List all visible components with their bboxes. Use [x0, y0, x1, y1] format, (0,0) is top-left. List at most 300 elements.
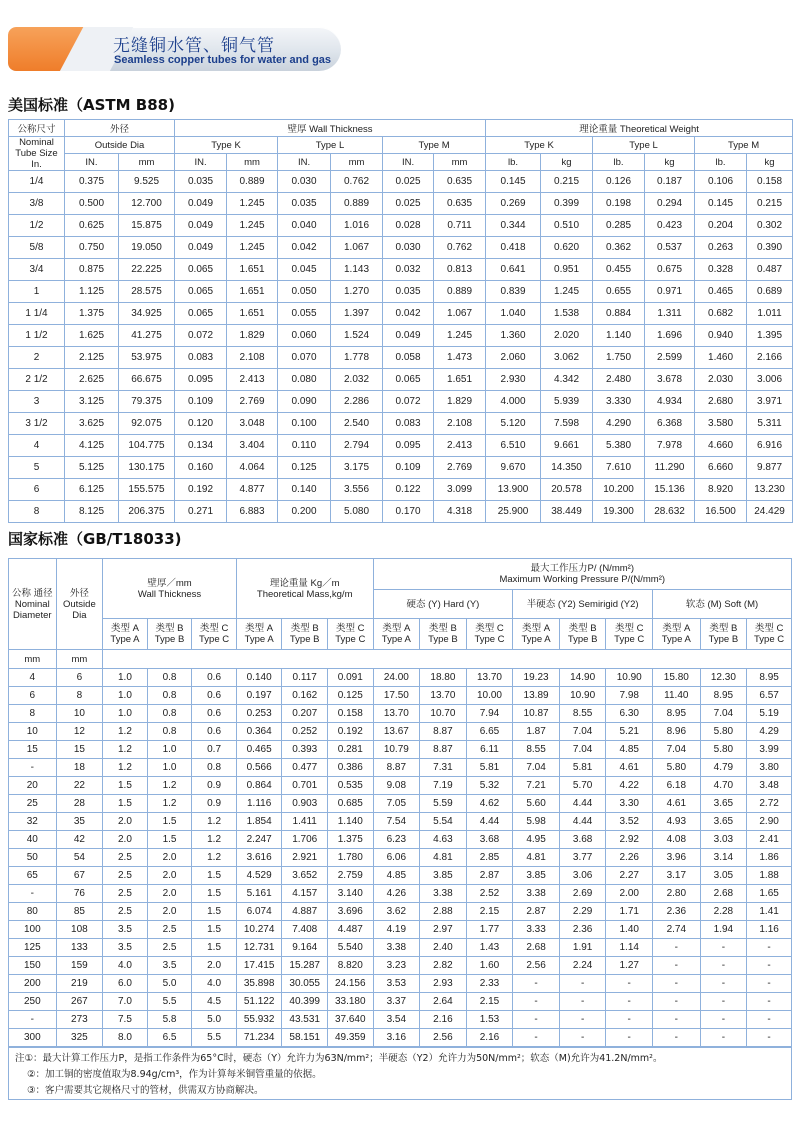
table-cell: 1.696 — [645, 325, 695, 347]
table-cell: 4.934 — [645, 391, 695, 413]
table-cell: 6.23 — [373, 831, 420, 849]
table-cell: 5.5 — [192, 1029, 237, 1047]
table-cell: 1.143 — [331, 259, 383, 281]
table-cell: 79.375 — [119, 391, 175, 413]
table-cell: 0.500 — [65, 193, 119, 215]
table-cell: 4.70 — [700, 777, 747, 795]
table-cell: 1.460 — [695, 347, 747, 369]
gb-header-mass-type-c: 类型 C Type C — [327, 619, 373, 650]
table-cell: 2.97 — [420, 921, 467, 939]
table-cell: 6.57 — [747, 687, 792, 705]
table-cell: 1.2 — [147, 795, 192, 813]
table-cell: 0.6 — [192, 723, 237, 741]
table-row — [9, 237, 793, 259]
table-cell: 37.640 — [327, 1011, 373, 1029]
table-cell: 2.56 — [513, 957, 560, 975]
table-cell: 3.556 — [331, 479, 383, 501]
gb-header-pressure-cn: 最大工作压力P/ (N/mm²) — [530, 563, 634, 574]
gb-header-hard-type-b: 类型 B Type B — [420, 619, 467, 650]
astm-table-body — [9, 171, 793, 523]
astm-unit-kg: kg — [747, 154, 793, 171]
table-cell: 2.413 — [227, 369, 278, 391]
table-cell: 5.380 — [593, 435, 645, 457]
astm-unit-in: IN. — [175, 154, 227, 171]
table-cell: 16.500 — [695, 501, 747, 523]
table-cell: 58.151 — [282, 1029, 328, 1047]
table-cell: 0.487 — [747, 259, 793, 281]
table-cell: 0.042 — [278, 237, 331, 259]
table-cell: 4.85 — [373, 867, 420, 885]
astm-b88-table — [8, 119, 793, 523]
table-cell: 6 — [9, 687, 57, 705]
table-cell: 35.898 — [236, 975, 282, 993]
table-cell: 1.77 — [466, 921, 513, 939]
table-cell: 35 — [56, 813, 103, 831]
table-cell: - — [513, 1011, 560, 1029]
table-cell: 8.95 — [700, 687, 747, 705]
table-cell: 0.362 — [593, 237, 645, 259]
astm-unit-lb: lb. — [593, 154, 645, 171]
table-cell: 0.364 — [236, 723, 282, 741]
table-cell: 3.006 — [747, 369, 793, 391]
table-cell: 0.065 — [175, 281, 227, 303]
table-cell: 1.71 — [606, 903, 653, 921]
gb-header-mass-en: Theoretical Mass,kg/m — [256, 588, 353, 600]
note-3: ③：客户需要其它规格尺寸的管材，供需双方协商解决。 — [27, 1085, 264, 1096]
table-cell: 1.829 — [434, 391, 486, 413]
table-row — [9, 259, 793, 281]
table-cell: - — [513, 975, 560, 993]
table-cell: 5.540 — [327, 939, 373, 957]
table-cell: 7.54 — [373, 813, 420, 831]
table-cell: 219 — [56, 975, 103, 993]
table-cell: 3/4 — [9, 259, 65, 281]
table-cell: 13.67 — [373, 723, 420, 741]
table-cell: 0.344 — [486, 215, 541, 237]
table-cell: 0.106 — [695, 171, 747, 193]
table-cell: - — [700, 1029, 747, 1047]
table-cell: 3.062 — [541, 347, 593, 369]
table-cell: 2.930 — [486, 369, 541, 391]
gb-header-semi-type-a: 类型 A Type A — [513, 619, 560, 650]
table-cell: 5.0 — [192, 1011, 237, 1029]
table-cell: 0.8 — [192, 759, 237, 777]
table-cell: 1 1/4 — [9, 303, 65, 325]
table-cell: 0.455 — [593, 259, 645, 281]
table-row — [9, 993, 792, 1011]
table-cell: 3.06 — [559, 867, 606, 885]
table-cell: 155.575 — [119, 479, 175, 501]
table-cell: 42 — [56, 831, 103, 849]
table-cell: 0.117 — [282, 669, 328, 687]
table-cell: 2.0 — [192, 957, 237, 975]
table-row — [9, 369, 793, 391]
table-cell: 1.5 — [192, 903, 237, 921]
table-cell: 1.0 — [103, 687, 148, 705]
table-row — [9, 281, 793, 303]
table-cell: 0.162 — [282, 687, 328, 705]
table-cell: 7.04 — [559, 723, 606, 741]
table-cell: 2.87 — [513, 903, 560, 921]
table-cell: - — [559, 975, 606, 993]
astm-header-wall-type-k: Type K — [175, 137, 278, 154]
table-cell: - — [747, 1029, 792, 1047]
table-cell: 3.48 — [747, 777, 792, 795]
table-cell: 0.030 — [278, 171, 331, 193]
table-cell: 0.160 — [175, 457, 227, 479]
astm-header-weight-type-l: Type L — [593, 137, 695, 154]
table-cell: 8.55 — [513, 741, 560, 759]
table-cell: 1.375 — [65, 303, 119, 325]
table-cell: 15 — [56, 741, 103, 759]
table-cell: 10.274 — [236, 921, 282, 939]
table-cell: 108 — [56, 921, 103, 939]
table-cell: 6.5 — [147, 1029, 192, 1047]
table-cell: 5.32 — [466, 777, 513, 795]
table-cell: 3.330 — [593, 391, 645, 413]
table-row — [9, 413, 793, 435]
table-cell: 0.032 — [383, 259, 434, 281]
table-cell: 71.234 — [236, 1029, 282, 1047]
table-cell: 4.887 — [282, 903, 328, 921]
table-cell: 0.390 — [747, 237, 793, 259]
table-cell: 3/8 — [9, 193, 65, 215]
table-cell: 0.030 — [383, 237, 434, 259]
table-cell: 1.2 — [192, 831, 237, 849]
table-cell: 0.399 — [541, 193, 593, 215]
table-cell: 13.70 — [420, 687, 467, 705]
table-cell: 0.140 — [236, 669, 282, 687]
table-cell: 0.072 — [383, 391, 434, 413]
table-cell: 0.940 — [695, 325, 747, 347]
table-cell: 1.829 — [227, 325, 278, 347]
table-cell: 1.538 — [541, 303, 593, 325]
table-cell: - — [653, 975, 701, 993]
table-cell: 8.125 — [65, 501, 119, 523]
banner-title: 无缝铜水管、铜气管 — [113, 36, 275, 56]
table-cell: 0.813 — [434, 259, 486, 281]
astm-header-outside-cn: 外径 — [65, 120, 175, 137]
table-cell: 2.0 — [147, 849, 192, 867]
table-cell: 1.0 — [147, 759, 192, 777]
table-cell: 3.38 — [513, 885, 560, 903]
gb-header-semirigid: 半硬态 (Y2) Semirigid (Y2) — [513, 590, 653, 619]
table-cell: 9.877 — [747, 457, 793, 479]
table-cell: 0.8 — [147, 687, 192, 705]
table-cell: 4.22 — [606, 777, 653, 795]
table-cell: 0.6 — [192, 687, 237, 705]
astm-header-weight-type-k: Type K — [486, 137, 593, 154]
table-cell: 0.050 — [278, 281, 331, 303]
table-cell: 0.510 — [541, 215, 593, 237]
table-cell: 100 — [9, 921, 57, 939]
table-cell: 4.0 — [103, 957, 148, 975]
astm-header-outside-en: Outside Dia — [65, 137, 175, 154]
table-cell: 0.125 — [327, 687, 373, 705]
table-cell: 10.90 — [606, 669, 653, 687]
note-1: 注①：最大计算工作压力P，是指工作条件为65°C时，硬态（Y）允许力为63N/mm²；半硬态（Y2）允许力为50N/mm²；软态（M)允许为41.2N/mm²。 — [15, 1053, 663, 1064]
table-cell: 2.80 — [653, 885, 701, 903]
header-banner — [8, 27, 341, 71]
table-cell: - — [747, 957, 792, 975]
table-cell: 4.26 — [373, 885, 420, 903]
table-cell: 2.5 — [103, 849, 148, 867]
table-cell: 0.200 — [278, 501, 331, 523]
table-cell: 3.68 — [559, 831, 606, 849]
table-cell: 4.064 — [227, 457, 278, 479]
table-cell: 2.15 — [466, 993, 513, 1011]
table-cell: 5.59 — [420, 795, 467, 813]
table-cell: 6.30 — [606, 705, 653, 723]
table-cell: 3.696 — [327, 903, 373, 921]
table-cell: 0.025 — [383, 171, 434, 193]
table-cell: 0.675 — [645, 259, 695, 281]
table-cell: 7.04 — [700, 705, 747, 723]
table-cell: 7.05 — [373, 795, 420, 813]
table-cell: 1.524 — [331, 325, 383, 347]
table-cell: 14.350 — [541, 457, 593, 479]
astm-unit-mm: mm — [331, 154, 383, 171]
table-cell: 9.164 — [282, 939, 328, 957]
table-cell: 2.5 — [147, 921, 192, 939]
table-cell: 7.408 — [282, 921, 328, 939]
table-cell: 0.6 — [192, 669, 237, 687]
table-cell: 10.87 — [513, 705, 560, 723]
table-cell: - — [9, 885, 57, 903]
table-cell: 4.44 — [559, 813, 606, 831]
table-cell: 0.145 — [486, 171, 541, 193]
table-cell: 3.099 — [434, 479, 486, 501]
table-cell: 6.06 — [373, 849, 420, 867]
table-row — [9, 867, 792, 885]
table-cell: 1.53 — [466, 1011, 513, 1029]
table-cell: - — [9, 759, 57, 777]
astm-unit-lb: lb. — [695, 154, 747, 171]
gb-header-mass-type-b: 类型 B Type B — [282, 619, 328, 650]
table-cell: 4.0 — [192, 975, 237, 993]
table-cell: 40.399 — [282, 993, 328, 1011]
gb-header-theoretical-mass — [236, 559, 373, 619]
table-cell: 2.00 — [606, 885, 653, 903]
table-cell: 3.62 — [373, 903, 420, 921]
table-cell: 5.98 — [513, 813, 560, 831]
astm-section-title: 美国标准（ASTM B88) — [8, 96, 175, 114]
table-cell: 4.19 — [373, 921, 420, 939]
table-cell: 3.14 — [700, 849, 747, 867]
table-cell: 3.85 — [420, 867, 467, 885]
table-row — [9, 849, 792, 867]
table-cell: 2.52 — [466, 885, 513, 903]
table-cell: 6.883 — [227, 501, 278, 523]
table-cell: 0.192 — [175, 479, 227, 501]
table-cell: 2.0 — [103, 831, 148, 849]
table-cell: 1.016 — [331, 215, 383, 237]
table-cell: 1.651 — [434, 369, 486, 391]
table-cell: 80 — [9, 903, 57, 921]
table-cell: 8.95 — [747, 669, 792, 687]
table-cell: 2.56 — [420, 1029, 467, 1047]
table-cell: 7.04 — [513, 759, 560, 777]
table-cell: 1.116 — [236, 795, 282, 813]
astm-header-weight-type-m: Type M — [695, 137, 793, 154]
table-cell: 1.067 — [434, 303, 486, 325]
table-cell: 1.067 — [331, 237, 383, 259]
table-cell: 0.065 — [175, 303, 227, 325]
table-cell: 206.375 — [119, 501, 175, 523]
table-cell: 2.625 — [65, 369, 119, 391]
table-cell: 1.43 — [466, 939, 513, 957]
table-cell: 0.465 — [236, 741, 282, 759]
table-cell: 5.120 — [486, 413, 541, 435]
table-cell: 2.5 — [103, 903, 148, 921]
table-cell: 7.04 — [559, 741, 606, 759]
table-cell: 2.0 — [147, 885, 192, 903]
table-cell: - — [559, 1011, 606, 1029]
table-cell: 17.50 — [373, 687, 420, 705]
table-cell: - — [606, 1029, 653, 1047]
table-cell: 2.27 — [606, 867, 653, 885]
table-cell: 24.429 — [747, 501, 793, 523]
table-cell: 5/8 — [9, 237, 65, 259]
table-row — [9, 903, 792, 921]
table-cell: 2.0 — [147, 867, 192, 885]
table-cell: 4.157 — [282, 885, 328, 903]
banner-subtitle: Seamless copper tubes for water and gas — [114, 54, 332, 66]
table-cell: 2.5 — [103, 867, 148, 885]
table-cell: 0.110 — [278, 435, 331, 457]
table-cell: 7.98 — [606, 687, 653, 705]
table-cell: 3.33 — [513, 921, 560, 939]
table-cell: 0.198 — [593, 193, 645, 215]
gb-header-wall-type-b: 类型 B Type B — [147, 619, 192, 650]
table-cell: 150 — [9, 957, 57, 975]
table-cell: 0.055 — [278, 303, 331, 325]
table-cell: 0.423 — [645, 215, 695, 237]
table-cell: 2.108 — [434, 413, 486, 435]
table-cell: 1/4 — [9, 171, 65, 193]
table-cell: 0.537 — [645, 237, 695, 259]
table-cell: 0.083 — [175, 347, 227, 369]
table-cell: 1.2 — [147, 777, 192, 795]
table-cell: 2.599 — [645, 347, 695, 369]
table-row — [9, 975, 792, 993]
table-cell: 1.411 — [282, 813, 328, 831]
table-cell: 76 — [56, 885, 103, 903]
table-cell: 2.769 — [434, 457, 486, 479]
gb-header-soft: 软态 (M) Soft (M) — [653, 590, 792, 619]
table-cell: - — [513, 993, 560, 1011]
table-cell: 0.192 — [327, 723, 373, 741]
table-cell: 250 — [9, 993, 57, 1011]
table-cell: 2.480 — [593, 369, 645, 391]
table-row — [9, 777, 792, 795]
table-cell: 0.263 — [695, 237, 747, 259]
table-cell: 4.000 — [486, 391, 541, 413]
table-cell: 41.275 — [119, 325, 175, 347]
table-cell: 3.80 — [747, 759, 792, 777]
table-cell: 8.820 — [327, 957, 373, 975]
table-cell: 1.473 — [434, 347, 486, 369]
table-cell: 2.794 — [331, 435, 383, 457]
table-row — [9, 171, 793, 193]
table-cell: 11.290 — [645, 457, 695, 479]
table-cell: 1.40 — [606, 921, 653, 939]
table-cell: 7.598 — [541, 413, 593, 435]
table-cell: 1.395 — [747, 325, 793, 347]
table-cell: 25.900 — [486, 501, 541, 523]
table-cell: 2.36 — [559, 921, 606, 939]
table-cell: 325 — [56, 1029, 103, 1047]
table-cell: 3.580 — [695, 413, 747, 435]
table-cell: 0.8 — [147, 669, 192, 687]
table-cell: 1.625 — [65, 325, 119, 347]
table-cell: 3.048 — [227, 413, 278, 435]
table-cell: 4.342 — [541, 369, 593, 391]
table-cell: 0.889 — [434, 281, 486, 303]
table-cell: 0.750 — [65, 237, 119, 259]
table-cell: 1.5 — [147, 831, 192, 849]
table-cell: 267 — [56, 993, 103, 1011]
table-cell: 5.939 — [541, 391, 593, 413]
table-cell: 17.415 — [236, 957, 282, 975]
table-cell: 2.29 — [559, 903, 606, 921]
gb-header-wall-en: Wall Thickness — [137, 588, 202, 600]
table-cell: 0.418 — [486, 237, 541, 259]
table-cell: 1.87 — [513, 723, 560, 741]
table-cell: 24.00 — [373, 669, 420, 687]
table-cell: 3.05 — [700, 867, 747, 885]
table-cell: 0.126 — [593, 171, 645, 193]
table-cell: 0.465 — [695, 281, 747, 303]
table-cell: 1.750 — [593, 347, 645, 369]
table-cell: 1.245 — [227, 193, 278, 215]
table-cell: 5.81 — [466, 759, 513, 777]
table-cell: 8.55 — [559, 705, 606, 723]
table-cell: 2.87 — [466, 867, 513, 885]
table-cell: 1.397 — [331, 303, 383, 325]
table-cell: 3.37 — [373, 993, 420, 1011]
table-cell: 5.0 — [147, 975, 192, 993]
table-cell: 5.19 — [747, 705, 792, 723]
table-cell: 6.11 — [466, 741, 513, 759]
table-cell: 0.109 — [175, 391, 227, 413]
table-cell: 53.975 — [119, 347, 175, 369]
table-cell: 1.778 — [331, 347, 383, 369]
table-cell: 1 — [9, 281, 65, 303]
table-cell: 18 — [56, 759, 103, 777]
table-cell: 38.449 — [541, 501, 593, 523]
table-cell: 10.79 — [373, 741, 420, 759]
table-cell: 2.032 — [331, 369, 383, 391]
table-cell: 3.96 — [653, 849, 701, 867]
table-cell: 8.87 — [373, 759, 420, 777]
table-cell: 32 — [9, 813, 57, 831]
table-cell: 5.8 — [147, 1011, 192, 1029]
table-cell: 1.2 — [103, 723, 148, 741]
table-cell: 6.18 — [653, 777, 701, 795]
table-cell: 0.207 — [282, 705, 328, 723]
table-cell: 4.81 — [513, 849, 560, 867]
table-cell: 2.0 — [103, 813, 148, 831]
table-cell: 14.90 — [559, 669, 606, 687]
table-row — [9, 391, 793, 413]
table-cell: 0.025 — [383, 193, 434, 215]
table-cell: 0.711 — [434, 215, 486, 237]
table-cell: - — [513, 1029, 560, 1047]
table-cell: 9.08 — [373, 777, 420, 795]
table-cell: 0.635 — [434, 171, 486, 193]
table-cell: 67 — [56, 867, 103, 885]
